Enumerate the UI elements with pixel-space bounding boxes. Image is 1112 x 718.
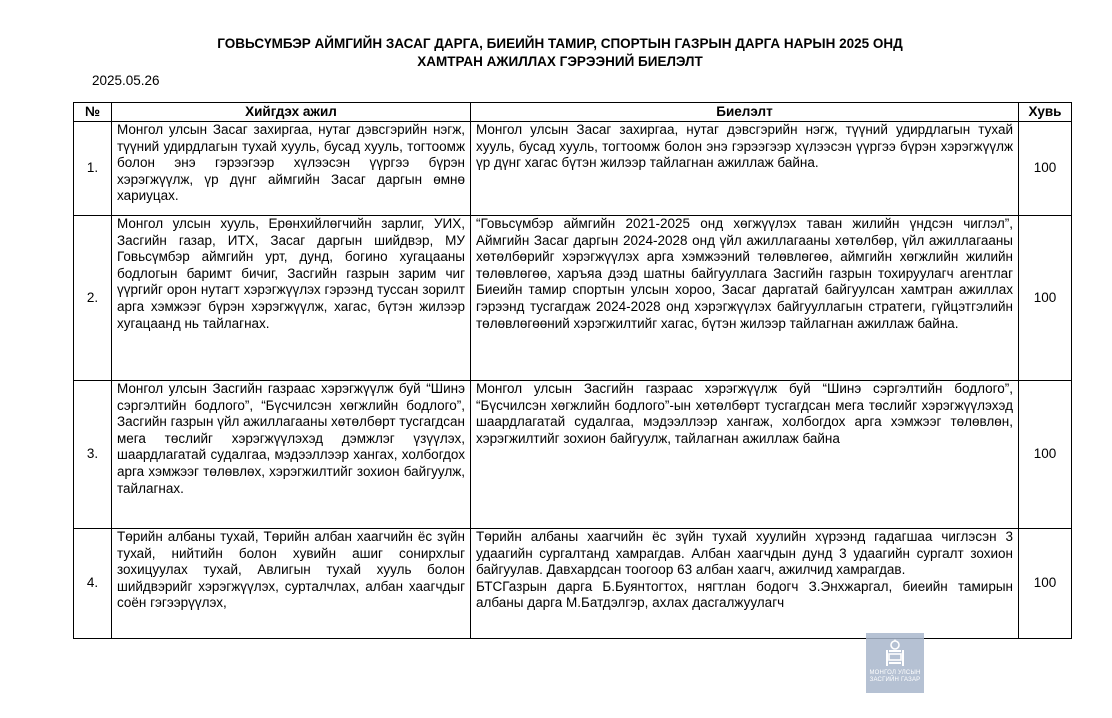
- row-result: Монгол улсын Засгийн газраас хэрэгжүүлж буй “Шинэ сэргэлтийн бодлого”, “Бүсчилсэн хөгжлийн бодлого”-ын хөтөлбөрт тусгагдсан мега төслийг хэрэгжүүлэхэд шаардлагатай судалгаа, мэдээллээр хангаж, холбогдох арга хэмжээг төлөвлөн, хэрэгжилтийг зохион байгуулж, тайлагнан ажиллаж байна: [471, 381, 1019, 529]
- row-number: 3.: [74, 381, 112, 529]
- header-percent: Хувь: [1019, 103, 1072, 122]
- report-table: [73, 102, 1072, 639]
- soyombo-emblem-icon: [882, 638, 908, 668]
- row-task: Монгол улсын Засаг захиргаа, нутаг дэвсгэрийн нэгж, түүний удирдлагын тухай хууль, бусад хууль, тогтоомж болон энэ гэрээгээр хүлээсэн үүргээ бүрэн хэрэгжүүлж, үр дүнг аймгийн Засаг даргын өмнө хариуцах.: [112, 122, 471, 216]
- title-line-2: ХАМТРАН АЖИЛЛАХ ГЭРЭЭНИЙ БИЕЛЭЛТ: [417, 54, 703, 69]
- row-result-cell: [471, 529, 1019, 639]
- row-result: “Говьсүмбэр аймгийн 2021-2025 онд хөгжүүлэх таван жилийн үндсэн чиглэл”, Аймгийн Засаг даргын 2024-2028 онд үйл ажиллагааны хөтөлбөр, үйл ажиллагааны хөтөлбөрийг хэрэгжүүлэх арга хэмжээний төлөвлөгөө, аймгийн хөгжлийн жилийн төлөвлөгөө, харъяа дээд шатны байгууллага Засгийн газрын тохируулагч агентлаг Биеийн тамир спортын улсын хороо, Засаг даргатай байгуулсан хамтран ажиллах гэрээнд тусгагдаж 2024-2028 онд хэрэгжүүлэх байгууллагын стратеги, гүйцэтгэлийн төлөвлөгөөний хэрэгжилтийг хагас, бүтэн жилээр тайлагнан ажиллаж байна.: [471, 216, 1019, 381]
- table-row: [74, 381, 1072, 529]
- row-percent: 100: [1019, 216, 1072, 381]
- table-row: [74, 216, 1072, 381]
- header-result: Биелэлт: [471, 103, 1019, 122]
- header-number: №: [74, 103, 112, 122]
- row-task: Монгол улсын хууль, Ерөнхийлөгчийн зарлиг, УИХ, Засгийн газар, ИТХ, Засаг даргын шийдвэр, МУ Говьсүмбэр аймгийн урт, дунд, богино хугацааны бодлогын баримт бичиг, Засгийн газрын зарим чиг үүргийг орон нутагт хэрэгжүүлэх гэрээнд туссан зорилт арга хэмжээг бүрэн хэрэгжүүлж, хагас, бүтэн жилээр хугацаанд нь тайлагнах.: [112, 216, 471, 381]
- row-percent: 100: [1019, 122, 1072, 216]
- table-row: [74, 122, 1072, 216]
- row-task: Монгол улсын Засгийн газраас хэрэгжүүлж буй “Шинэ сэргэлтийн бодлого”, “Бүсчилсэн хөгжлийн бодлого”, Засгийн газрын үйл ажиллагааны хөтөлбөрт тусгагдсан мега төслийг хэрэгжүүлэхэд дэмжлэг үзүүлэх, шаардлагатай судалгаа, мэдээллээр хангах, холбогдох арга хэмжээг төлөвлөх, хэрэгжилтийг зохион байгуулж, тайлагнах.: [112, 381, 471, 529]
- government-logo: [866, 633, 924, 693]
- row-percent: 100: [1019, 529, 1072, 639]
- row-result: Монгол улсын Засаг захиргаа, нутаг дэвсгэрийн нэгж, түүний удирдлагын тухай хууль, бусад хууль, тогтоомж болон энэ гэрээгээр хүлээсэн үүргээ бүрэн хэрэгжүүлж үр дүнг хагас бүтэн жилээр тайлагнан ажиллаж байна.: [471, 122, 1019, 216]
- logo-text-line-1: МОНГОЛ УЛСЫН: [869, 670, 921, 676]
- document-date: 2025.05.26: [92, 73, 160, 88]
- title-line-1: ГОВЬСҮМБЭР АЙМГИЙН ЗАСАГ ДАРГА, БИЕИЙН ТАМИР, СПОРТЫН ГАЗРЫН ДАРГА НАРЫН 2025 ОНД: [217, 36, 903, 51]
- header-task: Хийгдэх ажил: [112, 103, 471, 122]
- logo-text-line-2: ЗАСГИЙН ГАЗАР: [869, 677, 921, 683]
- row-percent: 100: [1019, 381, 1072, 529]
- row-task-cell: [112, 529, 471, 639]
- document-title: [150, 35, 970, 71]
- row-result-paragraph-1: Төрийн албаны хаагчийн ёс зүйн тухай хуулийн хүрээнд гадагшаа чиглэсэн 3 удаагийн сургалтанд хамрагдав. Албан хаагчдын дунд 3 удаагийн сургалт зохион байгуулав. Давхардсан тоогоор 63 албан хаагч, ажилчид хамрагдав.: [476, 529, 1013, 578]
- row-result: [476, 529, 1013, 638]
- row-number: 1.: [74, 122, 112, 216]
- table-row: [74, 529, 1072, 639]
- row-number: 4.: [74, 529, 112, 639]
- row-task: Төрийн албаны тухай, Төрийн албан хаагчийн ёс зүйн тухай, нийтийн болон хувийн ашиг сонирхлыг зохицуулах тухай, Авлигын тухай хууль болон шийдвэрийг хэрэгжүүлэх, сурталчлах, албан хаагчдыг соён гэгээрүүлэх,: [117, 529, 465, 611]
- table-header-row: [74, 103, 1072, 122]
- row-result-paragraph-2: БТСГазрын дарга Б.Буянтогтох, нягтлан бодогч З.Энхжаргал, биеийн тамирын албаны дарга М.Батдэлгэр, ахлах дасгалжуулагч: [476, 578, 1013, 611]
- row-number: 2.: [74, 216, 112, 381]
- logo-text: [866, 670, 924, 684]
